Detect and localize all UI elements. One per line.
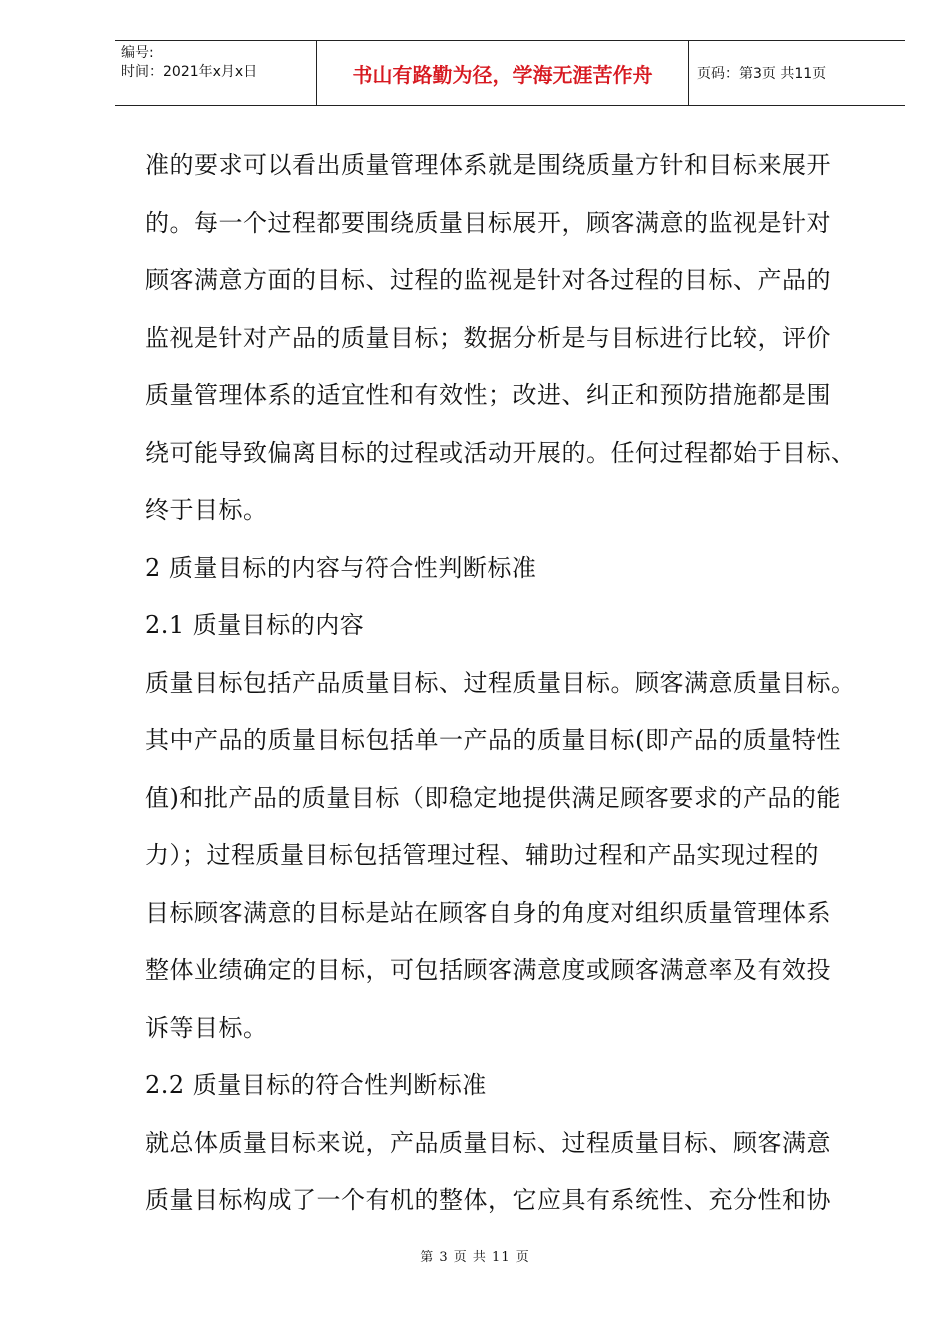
text-line: 质量管理体系的适宜性和有效性；改进、纠正和预防措施都是围 — [145, 381, 831, 409]
section-heading: 2 质量目标的内容与符合性判断标准 — [145, 553, 537, 582]
document-body — [145, 137, 875, 1230]
text-line: 终于目标。 — [145, 496, 268, 524]
text-line: 的。每一个过程都要围绕质量目标展开，顾客满意的监视是针对 — [145, 208, 831, 237]
text-line: 顾客满意方面的目标、过程的监视是针对各过程的目标、产品的 — [145, 266, 831, 294]
text-line: 绕可能导致偏离目标的过程或活动开展的。任何过程都始于目标、 — [145, 438, 856, 467]
subsection-heading: 2.2 质量目标的符合性判断标准 — [145, 1071, 487, 1099]
page-footer: 第 3 页 共 11 页 — [420, 1250, 530, 1265]
text-line: 整体业绩确定的目标，可包括顾客满意度或顾客满意率及有效投 — [145, 956, 831, 984]
page-header — [115, 40, 905, 106]
subsection-heading: 2.1 质量目标的内容 — [145, 611, 365, 639]
text-line: 诉等目标。 — [145, 1013, 268, 1042]
text-line: 质量目标包括产品质量目标、过程质量目标。顾客满意质量目标。 — [145, 668, 856, 697]
header-motto: 书山有路勤为径，学海无涯苦作舟 — [317, 41, 689, 105]
text-line: 目标顾客满意的目标是站在顾客自身的角度对组织质量管理体系 — [145, 898, 831, 927]
text-line: 力）；过程质量目标包括管理过程、辅助过程和产品实现过程的 — [145, 841, 819, 869]
document-number-label: 编号: — [121, 45, 154, 61]
text-line: 监视是针对产品的质量目标；数据分析是与目标进行比较，评价 — [145, 323, 831, 352]
text-line: 其中产品的质量目标包括单一产品的质量目标(即产品的质量特性 — [145, 726, 841, 754]
header-page-info: 页码：第3页 共11页 — [697, 66, 827, 82]
header-meta — [115, 41, 317, 105]
text-line: 值)和批产品的质量目标（即稳定地提供满足顾客要求的产品的能 — [145, 783, 841, 812]
document-time-label: 时间：2021年x月x日 — [121, 64, 258, 80]
text-line: 就总体质量目标来说，产品质量目标、过程质量目标、顾客满意 — [145, 1128, 831, 1157]
text-line: 准的要求可以看出质量管理体系就是围绕质量方针和目标来展开 — [145, 151, 831, 179]
text-line: 质量目标构成了一个有机的整体，它应具有系统性、充分性和协 — [145, 1186, 831, 1214]
